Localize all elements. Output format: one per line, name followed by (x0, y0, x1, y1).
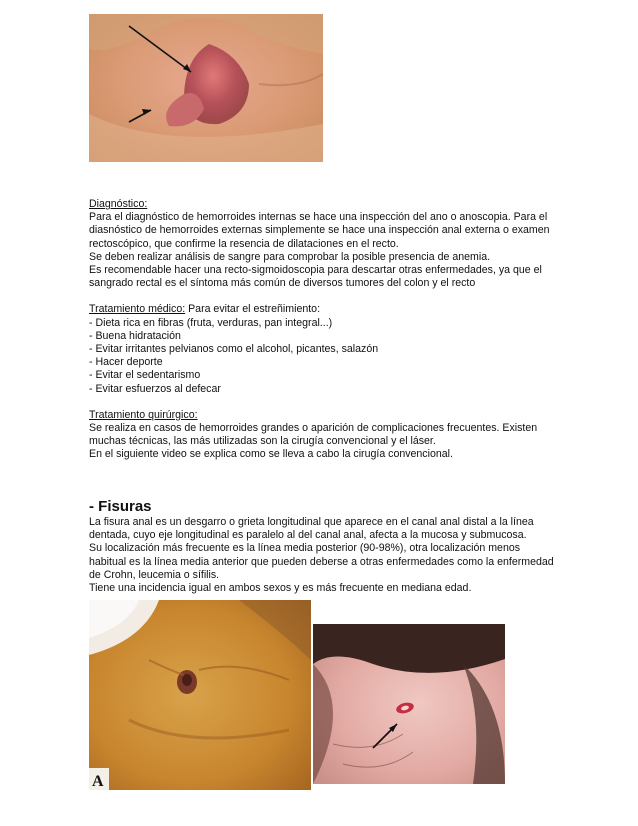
fissure-photo-a (89, 600, 311, 790)
hemorroides-text (89, 198, 559, 462)
list-item: - Dieta rica en fibras (fruta, verduras, pan integral...) (89, 316, 333, 329)
diagnostico-line: Es recomendable hacer una recto-sigmoidoscopia para descartar otras enfermedades, ya que el (89, 264, 542, 277)
fisuras-line: La fisura anal es un desgarro o grieta longitudinal que aparece en el canal anal distal a la línea (89, 516, 534, 528)
diagnostico-line: diasnóstico de hemorroides externas simplemente se hace una inspección anal externa o examen (89, 224, 550, 237)
diagnostico-heading: Diagnóstico: (89, 198, 148, 210)
hemorrhoid-photo (89, 14, 323, 162)
tratamiento-medico-heading: Tratamiento médico: (89, 303, 186, 316)
tratamiento-quirurgico-line: Se realiza en casos de hemorroides grandes o aparición de complicaciones frecuentes. Existen (89, 422, 538, 435)
tratamiento-quirurgico-line: En el siguiente video se explica como se lleva a cabo la cirugía convencional. (89, 448, 453, 461)
diagnostico-line: Para el diagnóstico de hemorroides internas se hace una inspección del ano o anoscopia. Para el (89, 211, 548, 224)
fissure-photo-b (313, 624, 505, 784)
fisuras-heading: - Fisuras (89, 498, 152, 515)
list-item: - Hacer deporte (89, 356, 163, 369)
fisuras-line: habitual es la línea media anterior que pueden deberse a otras enfermedades como la enfermedad (89, 555, 554, 568)
tratamiento-quirurgico-line: muchas técnicas, las más utilizadas son la cirugía convencional y el láser. (89, 435, 436, 448)
list-item: - Evitar irritantes pelvianos como el alcohol, picantes, salazón (89, 343, 379, 356)
fisuras-line: de Crohn, leucemia o sífilis. (89, 568, 220, 581)
fisuras-line: Su localización más frecuente es la línea media posterior (90-98%), otra localización menos (89, 542, 521, 555)
list-item: - Evitar esfuerzos al defecar (89, 382, 221, 395)
tratamiento-quirurgico-heading: Tratamiento quirúrgico: (89, 408, 198, 421)
fisuras-line: Tiene una incidencia igual en ambos sexos y es más frecuente en mediana edad. (89, 582, 472, 595)
tratamiento-medico-intro: Para evitar el estreñimiento: (185, 303, 321, 316)
list-item: - Buena hidratación (89, 329, 181, 342)
fisuras-line: dentada, cuyo eje longitudinal es paralelo al del canal anal, afecta a la mucosa y submucosa. (89, 529, 527, 542)
diagnostico-line: sangrado rectal es el síntoma más común de diversos tumores del colon y el recto (89, 277, 476, 290)
tratamiento-medico-line (89, 303, 559, 316)
photo-label: A (92, 773, 104, 790)
diagnostico-line: Se deben realizar análisis de sangre para comprobar la posible presencia de anemia. (89, 250, 491, 263)
diagnostico-line: rectoscópico, que confirme la resencia de dilataciones en el recto. (89, 237, 399, 250)
fisuras-section (89, 498, 559, 595)
list-item: - Evitar el sedentarismo (89, 369, 201, 382)
